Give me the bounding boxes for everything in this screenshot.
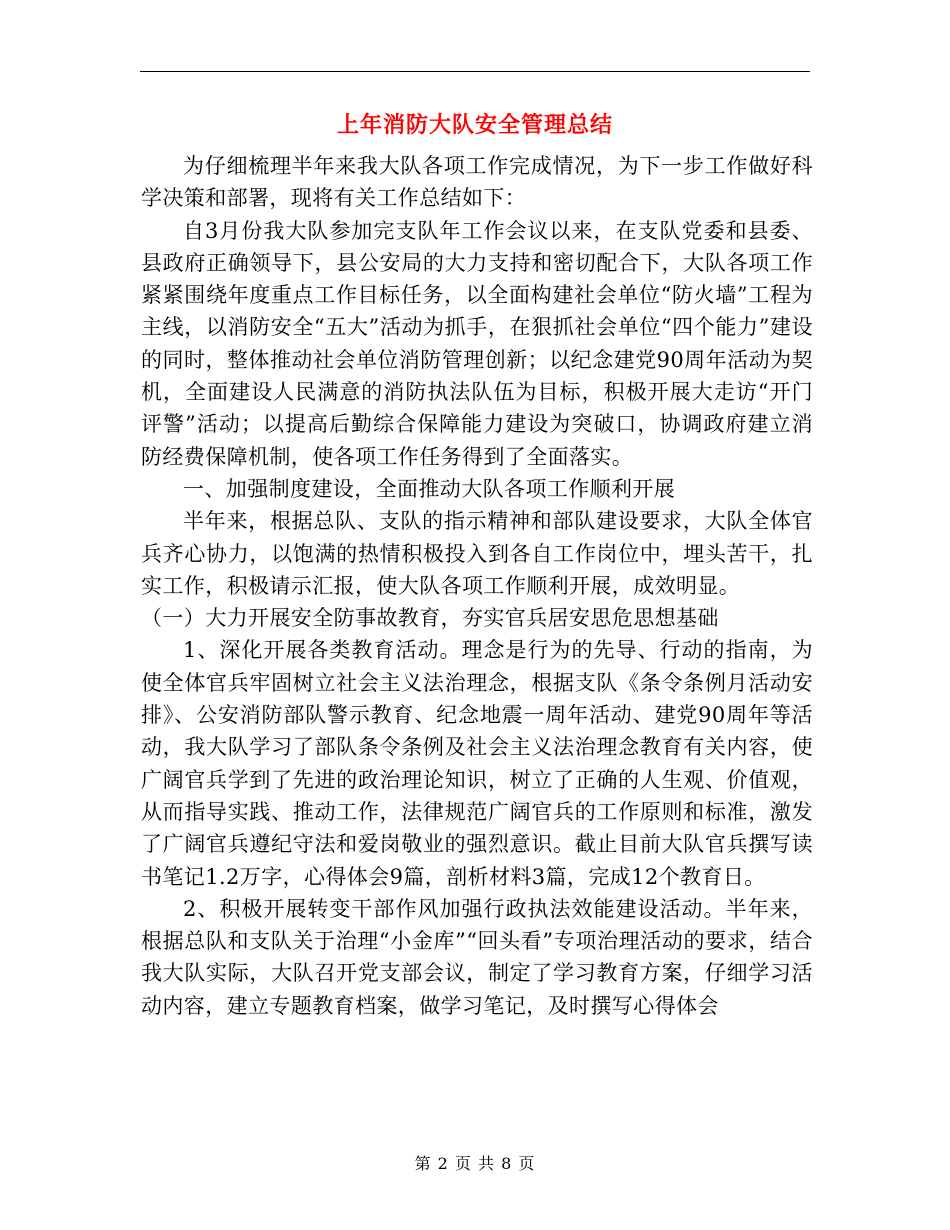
- paragraph-section-1: 半年来，根据总队、支队的指示精神和部队建设要求，大队全体官兵齐心协力，以饱满的热情积极投入到各自工作岗位中，埋头苦干，扎实工作，积极请示汇报，使大队各项工作顺利开展，成效明显。: [141, 509, 813, 598]
- document-body: [141, 150, 813, 1022]
- subsection-heading-1: （一）大力开展安全防事故教育，夯实官兵居安思危思想基础: [141, 606, 719, 631]
- page-number-footer: 第 2 页 共 8 页: [414, 1154, 536, 1173]
- header-rule: [140, 71, 810, 72]
- document-title: 上年消防大队安全管理总结: [336, 113, 613, 138]
- paragraph-item-2: 2、积极开展转变干部作风加强行政执法效能建设活动。半年来，根据总队和支队关于治理“小金库”“回头看”专项治理活动的要求，结合我大队实际，大队召开党支部会议，制定了学习教育方案，仔细学习活动内容，建立专题教育档案，做学习笔记，及时撰写心得体会: [141, 896, 813, 1018]
- paragraph-intro: 为仔细梳理半年来我大队各项工作完成情况，为下一步工作做好科学决策和部署，现将有关工作总结如下：: [141, 154, 813, 211]
- section-heading-1: 一、加强制度建设，全面推动大队各项工作顺利开展: [183, 476, 676, 501]
- paragraph-item-1: 1、深化开展各类教育活动。理念是行为的先导、行动的指南，为使全体官兵牢固树立社会主义法治理念，根据支队《条令条例月活动安排》、公安消防部队警示教育、纪念地震一周年活动、建党90周年等活动，我大队学习了部队条令条例及社会主义法治理念教育有关内容，使广阔官兵学到了先进的政治理论知识，树立了正确的人生观、价值观，从而指导实践、推动工作，法律规范广阔官兵的工作原则和标准，激发了广阔官兵遵纪守法和爱岗敬业的强烈意识。截止目前大队官兵撰写读书笔记1.2万字，心得体会9篇，剖析材料3篇，完成12个教育日。: [141, 638, 813, 889]
- paragraph-overview: 自3月份我大队参加完支队年工作会议以来，在支队党委和县委、县政府正确领导下，县公安局的大力支持和密切配合下，大队各项工作紧紧围绕年度重点工作目标任务，以全面构建社会单位“防火墙”工程为主线，以消防安全“五大”活动为抓手，在狠抓社会单位“四个能力”建设的同时，整体推动社会单位消防管理创新；以纪念建党90周年活动为契机，全面建设人民满意的消防执法队伍为目标，积极开展大走访“开门评警”活动；以提高后勤综合保障能力建设为突破口，协调政府建立消防经费保障机制，使各项工作任务得到了全面落实。: [141, 218, 813, 469]
